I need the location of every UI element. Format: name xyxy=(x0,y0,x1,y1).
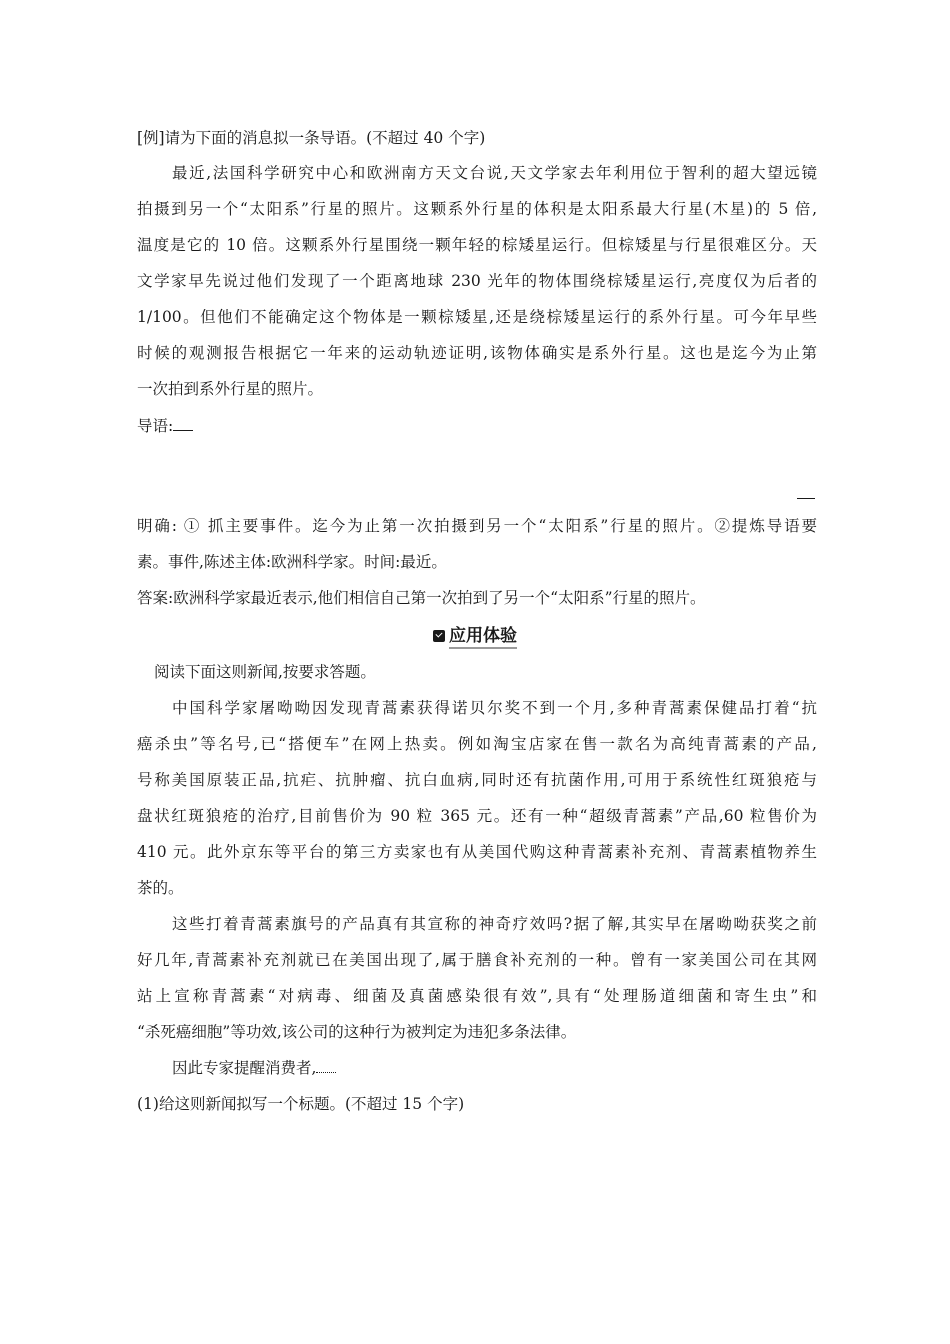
news-conclusion: 因此专家提醒消费者, xyxy=(172,1059,317,1077)
article-line: 一次拍到系外行星的照片。 xyxy=(137,380,324,398)
section-heading xyxy=(0,625,950,647)
news-line: 好几年,青蒿素补充剂就已在美国出现了,属于膳食补充剂的一种。曾有一家美国公司在其网 xyxy=(137,951,817,969)
example-prompt: [例]请为下面的消息拟一条导语。(不超过 40 个字) xyxy=(137,129,486,147)
section-title: 应用体验 xyxy=(449,626,517,649)
checkbox-icon xyxy=(433,630,445,642)
news-line: 站上宣称青蒿素“对病毒、细菌及真菌感染很有效”,具有“处理肠道细菌和寄生虫”和 xyxy=(137,987,817,1005)
lead-answer-blank[interactable] xyxy=(173,416,193,431)
answer-line-end xyxy=(797,498,815,499)
article-line: 时候的观测报告根据它一年来的运动轨迹证明,该物体确实是系外行星。这也是迄今为止第 xyxy=(137,344,817,362)
exercise-instruction: 阅读下面这则新闻,按要求答题。 xyxy=(154,663,376,681)
article-line: 文学家早先说过他们发现了一个距离地球 230 光年的物体围绕棕矮星运行,亮度仅为后者的 xyxy=(137,272,817,290)
news-line: 号称美国原装正品,抗疟、抗肿瘤、抗白血病,同时还有抗菌作用,可用于系统性红斑狼疮与 xyxy=(137,771,817,789)
news-line: 中国科学家屠呦呦因发现青蒿素获得诺贝尔奖不到一个月,多种青蒿素保健品打着“抗 xyxy=(172,699,817,717)
article-line: 1/100。但他们不能确定这个物体是一颗棕矮星,还是绕棕矮星运行的系外行星。可今年早些 xyxy=(137,308,817,326)
news-conclusion-row xyxy=(172,1058,817,1078)
news-line: 盘状红斑狼疮的治疗,目前售价为 90 粒 365 元。还有一种“超级青蒿素”产品,60 粒售价为 xyxy=(137,807,817,825)
article-line: 拍摄到另一个“太阳系”行星的照片。这颗系外行星的体积是太阳系最大行星(木星)的 5 倍, xyxy=(137,200,817,218)
question-1: (1)给这则新闻拟写一个标题。(不超过 15 个字) xyxy=(137,1095,465,1113)
article-line: 最近,法国科学研究中心和欧洲南方天文台说,天文学家去年利用位于智利的超大望远镜 xyxy=(172,164,817,182)
news-line: 茶的。 xyxy=(137,879,184,897)
article-line: 温度是它的 10 倍。这颗系外行星围绕一颗年轻的棕矮星运行。但棕矮星与行星很难区分。天 xyxy=(137,236,817,254)
lead-answer-row xyxy=(137,416,817,436)
clarify-line: 素。事件,陈述主体:欧洲科学家。时间:最近。 xyxy=(137,553,447,571)
news-line: 410 元。此外京东等平台的第三方卖家也有从美国代购这种青蒿素补充剂、青蒿素植物养生 xyxy=(137,843,817,861)
lead-label: 导语: xyxy=(137,417,174,435)
conclusion-blank[interactable] xyxy=(316,1058,336,1073)
news-line: 这些打着青蒿素旗号的产品真有其宣称的神奇疗效吗?据了解,其实早在屠呦呦获奖之前 xyxy=(172,915,817,933)
news-line: “杀死癌细胞”等功效,该公司的这种行为被判定为违犯多条法律。 xyxy=(137,1023,577,1041)
answer-text: 答案:欧洲科学家最近表示,他们相信自己第一次拍到了另一个“太阳系”行星的照片。 xyxy=(137,589,706,607)
news-line: 癌杀虫”等名号,已“搭便车”在网上热卖。例如淘宝店家在售一款名为高纯青蒿素的产品, xyxy=(137,735,817,753)
clarify-line: 明确: ① 抓主要事件。迄今为止第一次拍摄到另一个“太阳系”行星的照片。②提炼导语要 xyxy=(137,517,817,535)
